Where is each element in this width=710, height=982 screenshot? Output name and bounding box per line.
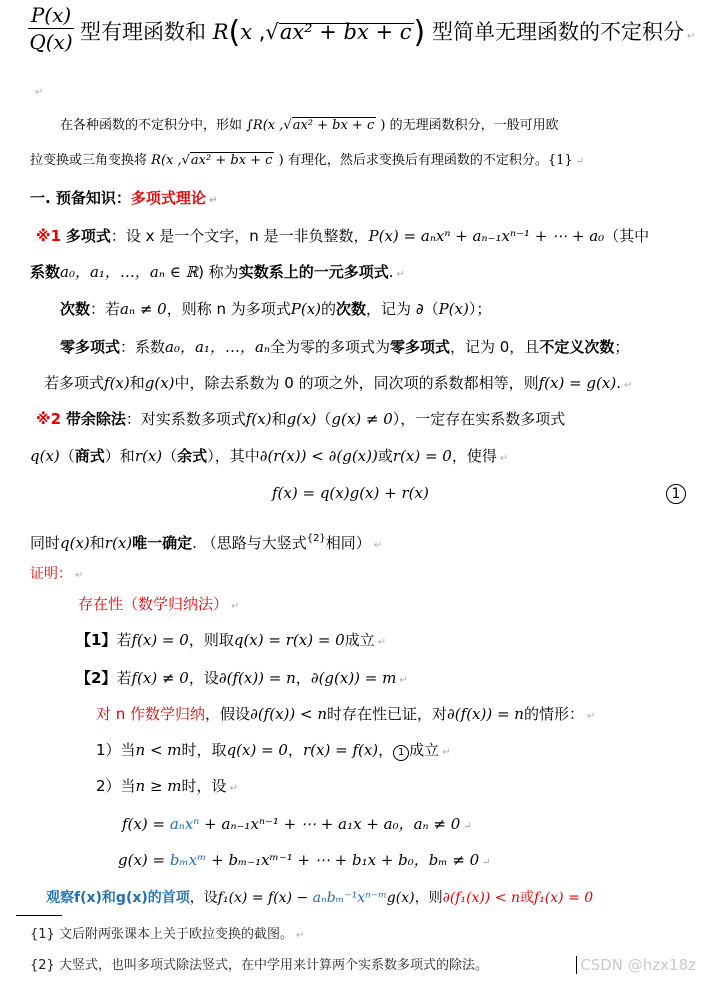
watermark: CSDN @hzx18z [580,956,696,974]
division-line-1: ※2 带余除法：对实系数多项式f(x)和g(x)（g(x) ≠ 0），一定存在实系数多项式 [36,410,566,428]
division-line-3: 同时q(x)和r(x)唯一确定. （思路与大竖式$^{\{2\}}$相同） ↵ [30,533,383,552]
title-denominator: Q(x) [29,30,73,54]
existence-heading: 存在性（数学归纳法） ↵ [78,595,240,613]
induction-line: 对 n 作数学归纳，假设∂(f(x)) < n时存在性已证，对∂(f(x)) = n的情形： ↵ [96,705,596,723]
intro-line-2: 拉变换或三角变换将 R(x ,√ax² + bx + c ) 有理化，然后求变换后有理函数的不定积分。{1} ↵ [30,153,585,168]
division-line-2: q(x)（商式）和r(x)（余式），其中∂(r(x)) < ∂(g(x))或r(x) = 0，使得 ↵ [30,447,509,465]
footnote-divider [16,915,62,916]
subcase-2: 2）当n ≥ m时，设 ↵ [96,777,238,795]
title-fraction [26,2,76,55]
footnote-1: {1} 文后附两张课本上关于欧拉变换的截图。 ↵ [30,927,305,942]
f-leading-term: aₙxⁿ [169,815,200,833]
title-radicand: ax² + bx + c [279,20,412,44]
text-cursor [576,956,577,974]
page-title: 型有理函数和 R(x ,√ax² + bx + c) 型简单无理函数的不定积分 ↵ [80,15,696,50]
zero-poly-line-2: 若多项式f(x)和g(x)中，除去系数为 0 的项之外，同次项的系数都相等，则f(x) = g(x). ↵ [44,374,633,392]
section-heading: 一. 预备知识：多项式理论 ↵ [30,189,218,207]
degree-def: 次数：若aₙ ≠ 0，则称 n 为多项式P(x)的次数，记为 ∂（P(x)）； [60,300,492,318]
observation-line: 观察f(x)和g(x)的首项，设f₁(x) = f(x) − aₙbₘ⁻¹xⁿ⁻ᵐg(x)，则∂(f₁(x)) < n或f₁(x) = 0 [46,890,594,906]
footnote-ref-1: {1} [547,153,573,168]
intro-line-1: 在各种函数的不定积分中，形如 ∫R(x ,√ax² + bx + c ) 的无理函数积分，一般可用欧 [60,118,559,133]
division-main-equation: f(x) = q(x)g(x) + r(x) [272,484,429,502]
zero-poly-line-1: 零多项式：系数a₀，a₁，…，aₙ全为零的多项式为零多项式，记为 0，且不定义次数； [60,338,630,356]
poly-def-line-2: 系数a₀，a₁，…，aₙ ∈ ℝ) 称为实数系上的一元多项式. ↵ [30,263,405,281]
footnote-ref-2: {2} [306,533,326,544]
g-leading-term: bₘxᵐ [169,851,207,869]
title-numerator: P(x) [30,3,72,27]
poly-def-line-1: ※1 多项式：设 x 是一个文字，n 是一非负整数，P(x) = aₙxⁿ + aₙ₋₁xⁿ⁻¹ + ⋯ + a₀（其中 [36,227,650,245]
proof-case-1: 【1】若f(x) = 0，则取q(x) = r(x) = 0成立 ↵ [76,631,387,649]
equation-number: 1 [666,484,686,504]
f-expansion: f(x) = aₙxⁿ + aₙ₋₁xⁿ⁻¹ + ⋯ + a₁x + a₀，aₙ ≠ 0 ↵ [122,815,472,833]
proof-label: 证明： ↵ [30,566,84,582]
subcase-1: 1）当n < m时，取q(x) = 0，r(x) = f(x)， 1 成立 ↵ [96,741,451,759]
proof-case-2: 【2】若f(x) ≠ 0，设∂(f(x)) = n，∂(g(x)) = m ↵ [76,669,408,687]
g-expansion: g(x) = bₘxᵐ + bₘ₋₁xᵐ⁻¹ + ⋯ + b₁x + b₀，bₘ ≠ 0 ↵ [118,851,491,869]
footnote-2: {2} 大竖式，也叫多项式除法竖式，在中学用来计算两个实系数多项式的除法。 [30,958,488,973]
